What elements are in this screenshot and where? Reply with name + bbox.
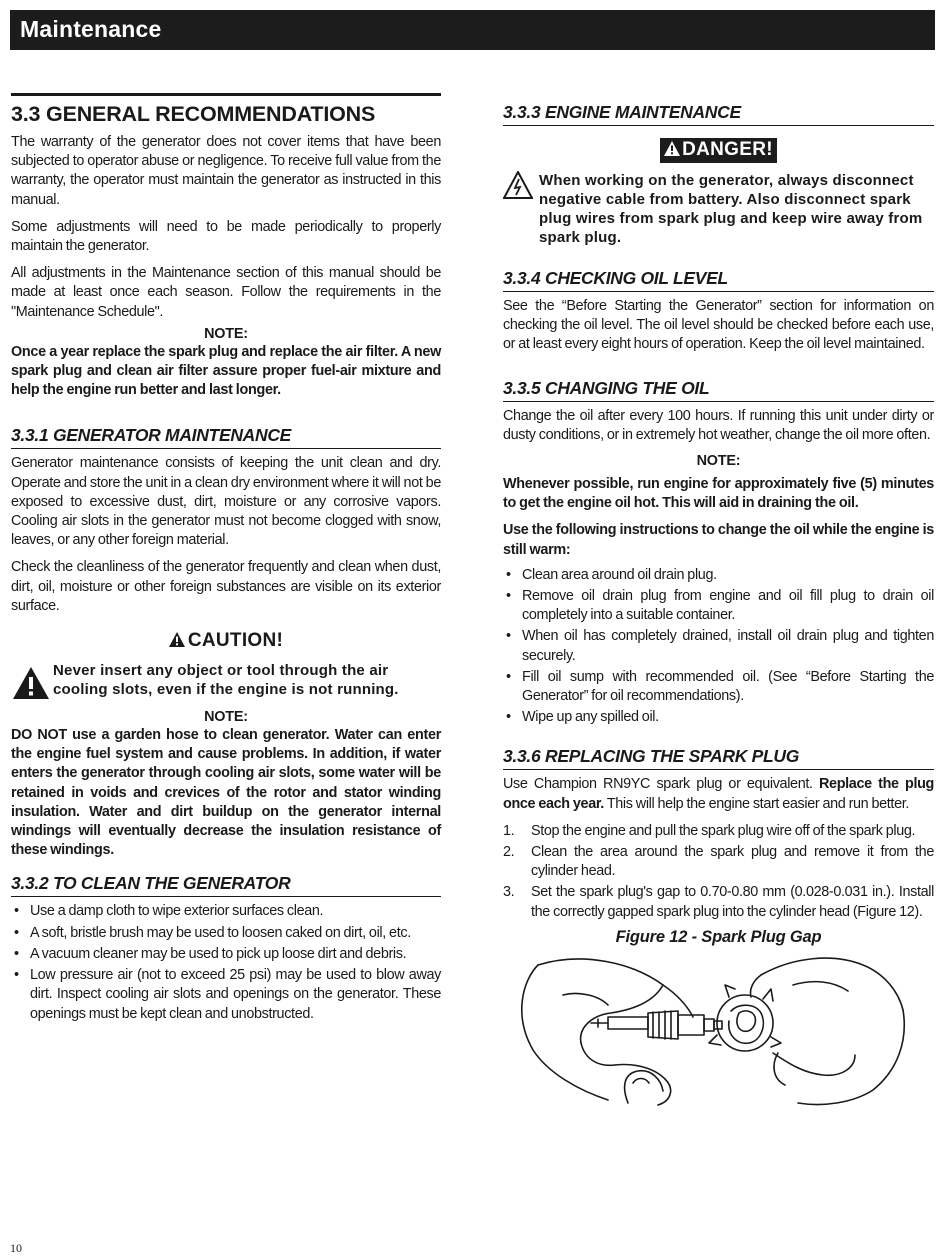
spark-plug-illustration [503,955,934,1110]
oil-change-bullet-list [503,566,934,728]
note-title: NOTE: [204,325,248,342]
left-column [11,93,441,1026]
electric-shock-icon [503,171,533,204]
list-item: • Low pressure air (not to exceed 25 psi) may be used to blow away dirt. Inspect cooling air slots and openings on the generator. These openings must be kept clean and unobstructed. [11,966,441,1024]
note-text: DO NOT use a garden hose to clean generator. Water can enter the engine fuel system and cause problems. In addition, if water enters the generator through cooling air slots, some water will be retained in voids and crevices of the rotor and stator winding insulation. Water and dirt buildup on the generator internal windings will eventually decrease the insulation resistance of these windings. [11,727,441,859]
step-text: Set the spark plug's gap to 0.70-0.80 mm (0.028-0.031 in.). Install the correctly gapped spark plug into the cylinder head (Figure 12). [531,884,934,920]
paragraph: See the “Before Starting the Generator” section for information on checking the oil level. The oil level should be checked before each use, or at least every eight hours of operation. Keep the oil level maintained. [503,298,934,353]
list-item: • When oil has completely drained, install oil drain plug and tighten securely. [503,627,934,665]
list-item: • Clean area around oil drain plug. [503,566,934,585]
section-3-3-5-heading: 3.3.5 CHANGING THE OIL [503,377,934,402]
list-item: • Fill oil sump with recommended oil. (See “Before Starting the Generator” for oil recommendations). [503,668,934,706]
page-number: 10 [10,1241,22,1255]
paragraph: All adjustments in the Maintenance section of this manual should be made at least once each season. Follow the requirements in the "Maintenance Schedule". [11,265,441,320]
caution-triangle-icon [13,667,49,704]
danger-text: When working on the generator, always disconnect negative cable from battery. Also disconnect spark plug wires from spark plug and keep wire away from spark plug. [539,172,923,246]
note-title: NOTE: [696,453,741,470]
step-number: 2. [503,844,515,861]
paragraph: Check the cleanliness of the generator frequently and clean when dust, dirt, oil, moisture or other foreign substances are visible on its exterior surface. [11,559,441,614]
bold-text-run: Replace the plug once each year. [503,776,934,812]
section-header-title: Maintenance [20,16,162,42]
section-3-3-heading: 3.3 GENERAL RECOMMENDATIONS [11,93,441,127]
list-item [503,883,934,921]
step-text: Stop the engine and pull the spark plug wire off of the spark plug. [531,822,916,839]
note-text: Whenever possible, run engine for approximately five (5) minutes to get the engine oil hot. This will aid in draining the oil. [503,476,934,512]
paragraph [503,775,934,813]
note-title: NOTE: [204,709,248,726]
paragraph: Change the oil after every 100 hours. If running this unit under dirty or dusty conditions, or in extremely hot weather, change the oil more often. [503,407,934,443]
cleaning-bullet-list [11,902,441,1023]
danger-label: DANGER! [682,139,773,160]
step-text: Clean the area around the spark plug and remove it from the cylinder head. [531,844,934,880]
caution-text: Never insert any object or tool through the air cooling slots, even if the engine is not running. [53,662,399,699]
step-number: 1. [503,822,515,839]
list-item: • A vacuum cleaner may be used to pick up loose dirt and debris. [11,945,441,964]
list-item [503,843,934,881]
instructions-intro: Use the following instructions to change the oil while the engine is still warm: [503,522,934,558]
step-number: 3. [503,884,515,901]
paragraph: Generator maintenance consists of keeping the unit clean and dry. Operate and store the unit in a clean dry environment where it will not be exposed to excessive dust, dirt, moisture or any corrosive vapors. Cooling air slots in the generator must not become clogged with snow, leaves, or any other foreign material. [11,455,441,549]
section-3-3-6-heading: 3.3.6 REPLACING THE SPARK PLUG [503,745,934,770]
section-3-3-2-heading: 3.3.2 TO CLEAN THE GENERATOR [11,872,441,897]
list-item [503,822,934,841]
section-3-3-1-heading: 3.3.1 GENERATOR MAINTENANCE [11,424,441,449]
section-3-3-3-heading: 3.3.3 ENGINE MAINTENANCE [503,101,934,126]
warning-triangle-icon [664,140,680,162]
danger-heading [503,138,934,163]
spark-plug-steps-list [503,822,934,922]
figure-caption: Figure 12 - Spark Plug Gap [615,927,822,946]
section-header-bar [10,10,935,50]
list-item: • Use a damp cloth to wipe exterior surfaces clean. [11,902,441,921]
caution-label: CAUTION! [187,630,284,652]
section-3-3-4-heading: 3.3.4 CHECKING OIL LEVEL [503,267,934,292]
danger-badge [660,138,777,163]
paragraph: Some adjustments will need to be made periodically to properly maintain the generator. [11,218,441,255]
warning-triangle-icon [169,631,185,653]
text-run: Use Champion RN9YC spark plug or equivalent. [503,776,820,793]
list-item: • Wipe up any spilled oil. [503,708,934,727]
danger-message [503,171,934,247]
right-column [503,93,934,1110]
list-item: • A soft, bristle brush may be used to loosen caked on dirt, oil, etc. [11,924,441,943]
caution-heading [11,630,441,653]
note-text: Once a year replace the spark plug and replace the air filter. A new spark plug and clean air filter assure proper fuel-air mixture and help the engine run better and last longer. [11,343,441,399]
list-item: • Remove oil drain plug from engine and oil fill plug to drain oil completely into a suitable container. [503,587,934,625]
text-run: This will help the engine start easier and run better. [603,795,910,812]
caution-message [11,661,441,699]
paragraph: The warranty of the generator does not cover items that have been subjected to operator abuse or negligence. To receive full value from the warranty, the operator must maintain the generator as instructed in this manual. [11,134,441,208]
